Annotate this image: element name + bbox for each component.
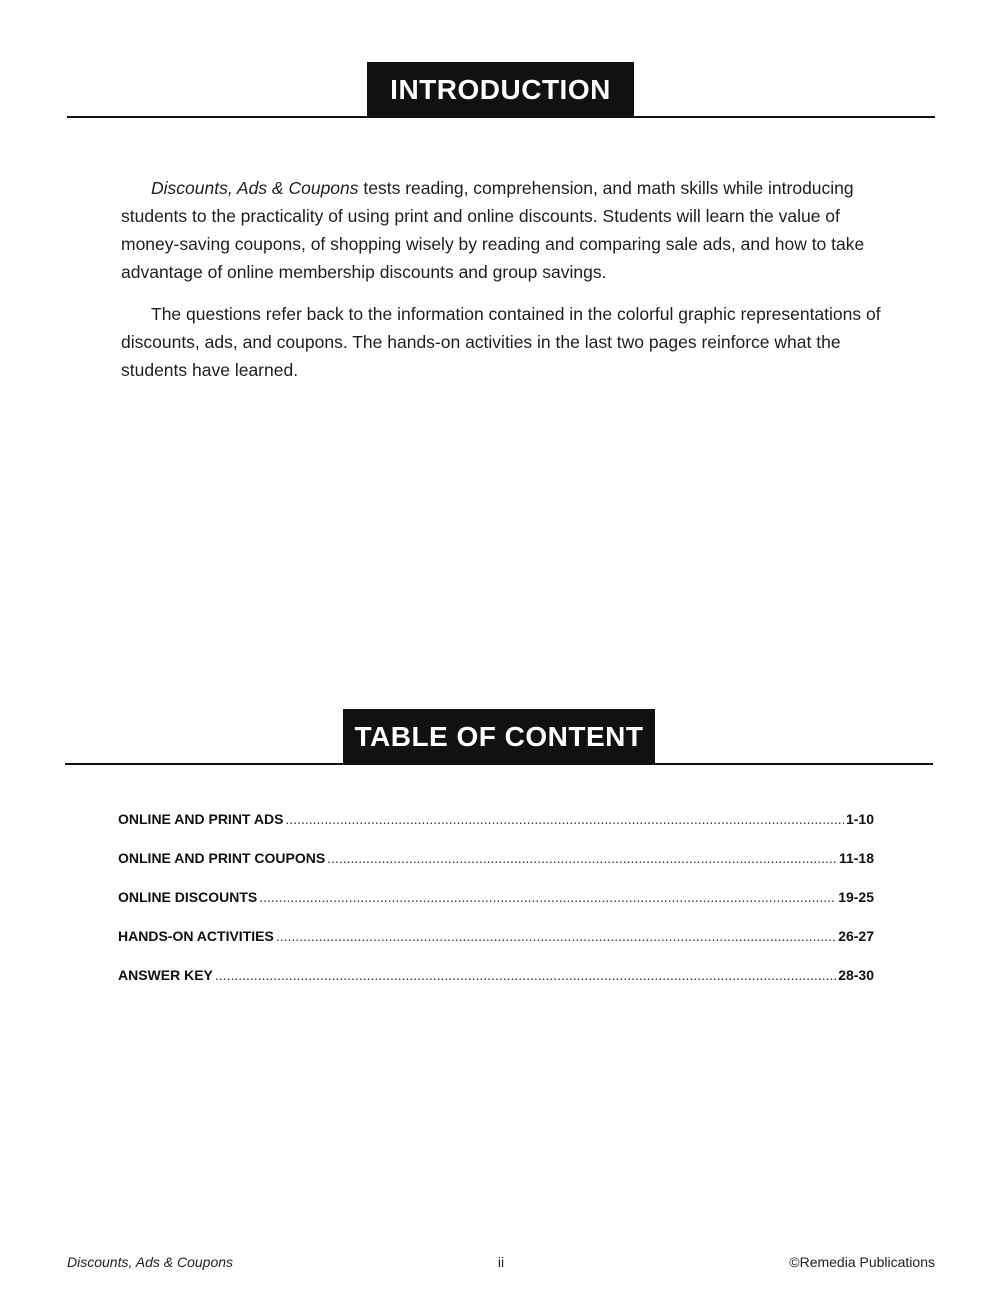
toc-leader-dots [259, 889, 836, 905]
toc-heading: TABLE OF CONTENT [343, 709, 655, 765]
intro-paragraph-1 [121, 174, 881, 286]
intro-body [121, 174, 881, 398]
toc-entry-title: ONLINE AND PRINT COUPONS [118, 850, 326, 866]
toc-entry-title: ONLINE DISCOUNTS [118, 889, 258, 905]
toc-leader-dots [327, 850, 837, 866]
footer-publisher: ©Remedia Publications [789, 1254, 935, 1270]
toc-leader-dots [285, 811, 844, 827]
toc-entry-title: ANSWER KEY [118, 967, 213, 983]
toc-entry[interactable] [118, 850, 874, 889]
intro-heading: INTRODUCTION [367, 62, 634, 118]
page-number: ii [497, 1254, 505, 1270]
toc-entry-pages: 26-27 [838, 928, 874, 944]
toc-entry-title: ONLINE AND PRINT ADS [118, 811, 284, 827]
toc-leader-dots [276, 928, 836, 944]
toc-entry-pages: 11-18 [838, 850, 874, 866]
toc-list [118, 811, 874, 1006]
intro-paragraph-2: The questions refer back to the information contained in the colorful graphic representations of discounts, ads, and coupons. The hands-on activities in the last two pages reinforce what the students have learned. [121, 304, 881, 380]
toc-entry-title: HANDS-ON ACTIVITIES [118, 928, 274, 944]
intro-paragraph-1-text: tests reading, comprehension, and math skills while introducing students to the practicality of using print and online discounts. Students will learn the value of money-saving coupons, of shopping wisely by reading and comparing sale ads, and how to take advantage of online membership discounts and group savings. [121, 178, 865, 282]
toc-leader-dots [215, 967, 836, 983]
toc-entry[interactable] [118, 967, 874, 1006]
toc-entry-pages: 28-30 [838, 967, 874, 983]
book-title: Discounts, Ads & Coupons [151, 178, 359, 198]
toc-entry[interactable] [118, 811, 874, 850]
toc-entry[interactable] [118, 889, 874, 928]
toc-entry-pages: 1-10 [845, 811, 874, 827]
page-footer [67, 1254, 935, 1270]
toc-entry-pages: 19-25 [838, 889, 874, 905]
footer-book-title: Discounts, Ads & Coupons [67, 1254, 234, 1270]
toc-entry[interactable] [118, 928, 874, 967]
